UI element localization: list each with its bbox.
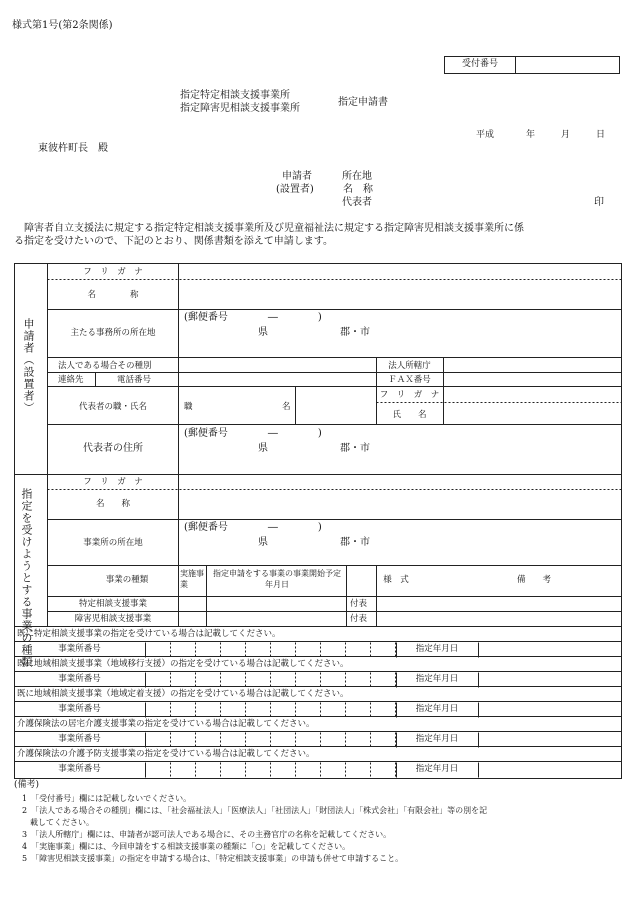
remark-item: 1 「受付番号」欄には記載しないでください。 [22, 794, 192, 803]
rep-postal-label: (郵便番号 ― ) [184, 428, 322, 439]
notes-section-text: 介護保険法の介護予防支援事業の指定を受けている場合は記載してください。 [17, 749, 315, 759]
facility-address-label: 事業所の所在地 [83, 538, 143, 548]
rep-name-label: 名 [282, 402, 291, 412]
notes-section-text: 既に特定相談支援事業の指定を受けている場合は記載してください。 [17, 629, 281, 639]
receipt-number-label: 受付番号 [461, 59, 498, 69]
office-address-label: 主たる事務所の所在地 [70, 328, 156, 338]
facility-name-field[interactable] [180, 491, 620, 518]
facility-name-label: 名 称 [95, 499, 130, 509]
designation-date-label: 指定年月日 [415, 644, 459, 654]
col-start-date: 指定申請をする事業の事業開始予定年月日 [213, 569, 341, 589]
designation-date-label: 指定年月日 [415, 674, 459, 684]
remark-item: 4 「実施事業」欄には、今回申請をする相談支援事業の種類に「○」を記載してください。 [22, 842, 351, 851]
office-number-label: 事業所番号 [58, 704, 101, 714]
col-business-type: 事業の種類 [105, 575, 149, 585]
notes-section-text: 介護保険法の居宅介護支援事業の指定を受けている場合は記載してください。 [17, 719, 315, 729]
facility-furigana-label: フ リ ガ ナ [83, 477, 143, 487]
rep-title-label: 代表者の職・氏名 [78, 402, 147, 412]
facility-postal-label: (郵便番号 ― ) [184, 522, 322, 533]
designation-date-label: 指定年月日 [415, 734, 459, 744]
designation-date-field[interactable] [480, 763, 620, 776]
remark-item: 載してください。 [22, 818, 94, 827]
corp-type-label: 法人である場合その種別 [58, 361, 152, 371]
address-label: 所在地 [342, 171, 372, 182]
rep-full-name-label: 氏 名 [392, 410, 427, 420]
date-year: 年 [526, 130, 536, 140]
office-number-label: 事業所番号 [58, 734, 101, 744]
applicant-label: 申請者 [282, 171, 312, 182]
rep-furigana-label: フ リ ガ ナ [379, 390, 440, 400]
office-number-label: 事業所番号 [58, 644, 101, 654]
office-number-label: 事業所番号 [58, 764, 101, 774]
designation-date-label: 指定年月日 [415, 704, 459, 714]
title-line-1: 指定特定相談支援事業所 [180, 90, 290, 101]
title-suffix: 指定申請書 [338, 97, 388, 108]
remark-item: 2 「法人である場合その種別」欄には、「社会福祉法人」「医療法人」「社団法人」「財団法人」「株式会社」「有限会社」等の別を記 [22, 806, 488, 815]
notes-section-text: 既に地域相談支援事業（地域移行支援）の指定を受けている場合は記載してください。 [17, 659, 349, 669]
date-era: 平成 [476, 130, 495, 140]
tel-label: 電話番号 [117, 375, 152, 385]
facility-pref-label: 県 [258, 537, 268, 548]
row-child-consult: 障害児相談支援事業 [74, 614, 152, 624]
addressee: 東彼杵町長 殿 [38, 143, 108, 154]
contact-label: 連絡先 [58, 375, 84, 385]
col-implemented: 実施事業 [180, 569, 204, 589]
facility-city-label: 郡・市 [340, 537, 370, 548]
fax-label: ＦＡＸ番号 [388, 375, 431, 385]
rep-pref-label: 県 [258, 443, 268, 454]
row1-form: 付表 [350, 599, 368, 609]
representative-label: 代表者 [342, 197, 372, 208]
office-city-label: 郡・市 [340, 327, 370, 338]
office-number-label: 事業所番号 [58, 674, 101, 684]
remarks-title: (備考) [14, 780, 40, 790]
corp-office-label: 法人所轄庁 [388, 361, 431, 371]
applicant-furigana-label: フ リ ガ ナ [83, 267, 143, 277]
date-day: 日 [596, 130, 606, 140]
applicant-name-label: 名 称 [87, 290, 139, 300]
remark-item: 5 「障害児相談支援事業」の指定を申請する場合は、「特定相談支援事業」の申請も併せて申請すること。 [22, 854, 404, 863]
row2-form: 付表 [350, 614, 368, 624]
designation-date-field[interactable] [480, 673, 620, 686]
applicant-side-label: 申請者（設置者） [22, 318, 35, 414]
title-line-2: 指定障害児相談支援事業所 [180, 103, 300, 114]
row-specific-consult: 特定相談支援事業 [78, 599, 147, 609]
rep-address-label: 代表者の住所 [83, 443, 143, 454]
facility-side-label: 指定を受けようとする事業の種類 [20, 488, 33, 668]
applicant-name-field[interactable] [180, 281, 620, 308]
rep-city-label: 郡・市 [340, 443, 370, 454]
seal-mark: 印 [594, 197, 604, 208]
designation-date-field[interactable] [480, 643, 620, 656]
col-notes: 備 考 [516, 575, 551, 585]
rep-post-label: 職 [184, 402, 193, 412]
intro-line-1: 障害者自立支援法に規定する指定特定相談支援事業所及び児童福祉法に規定する指定障害児相談支援事業所に係 [24, 223, 524, 234]
office-postal-label: (郵便番号 ― ) [184, 312, 322, 323]
applicant-sub-label: (設置者) [276, 184, 314, 195]
col-form: 様 式 [383, 575, 409, 585]
designation-date-field[interactable] [480, 733, 620, 746]
designation-date-label: 指定年月日 [415, 764, 459, 774]
date-month: 月 [561, 130, 571, 140]
form-number: 様式第1号(第2条関係) [12, 20, 113, 31]
notes-section-text: 既に地域相談支援事業（地域定着支援）の指定を受けている場合は記載してください。 [17, 689, 349, 699]
name-label: 名 称 [343, 184, 373, 195]
designation-date-field[interactable] [480, 703, 620, 716]
remark-item: 3 「法人所轄庁」欄には、申請者が認可法人である場合に、その主務官庁の名称を記載してください。 [22, 830, 392, 839]
office-pref-label: 県 [258, 327, 268, 338]
intro-line-2: る指定を受けたいので、下記のとおり、関係書類を添えて申請します。 [14, 236, 333, 247]
